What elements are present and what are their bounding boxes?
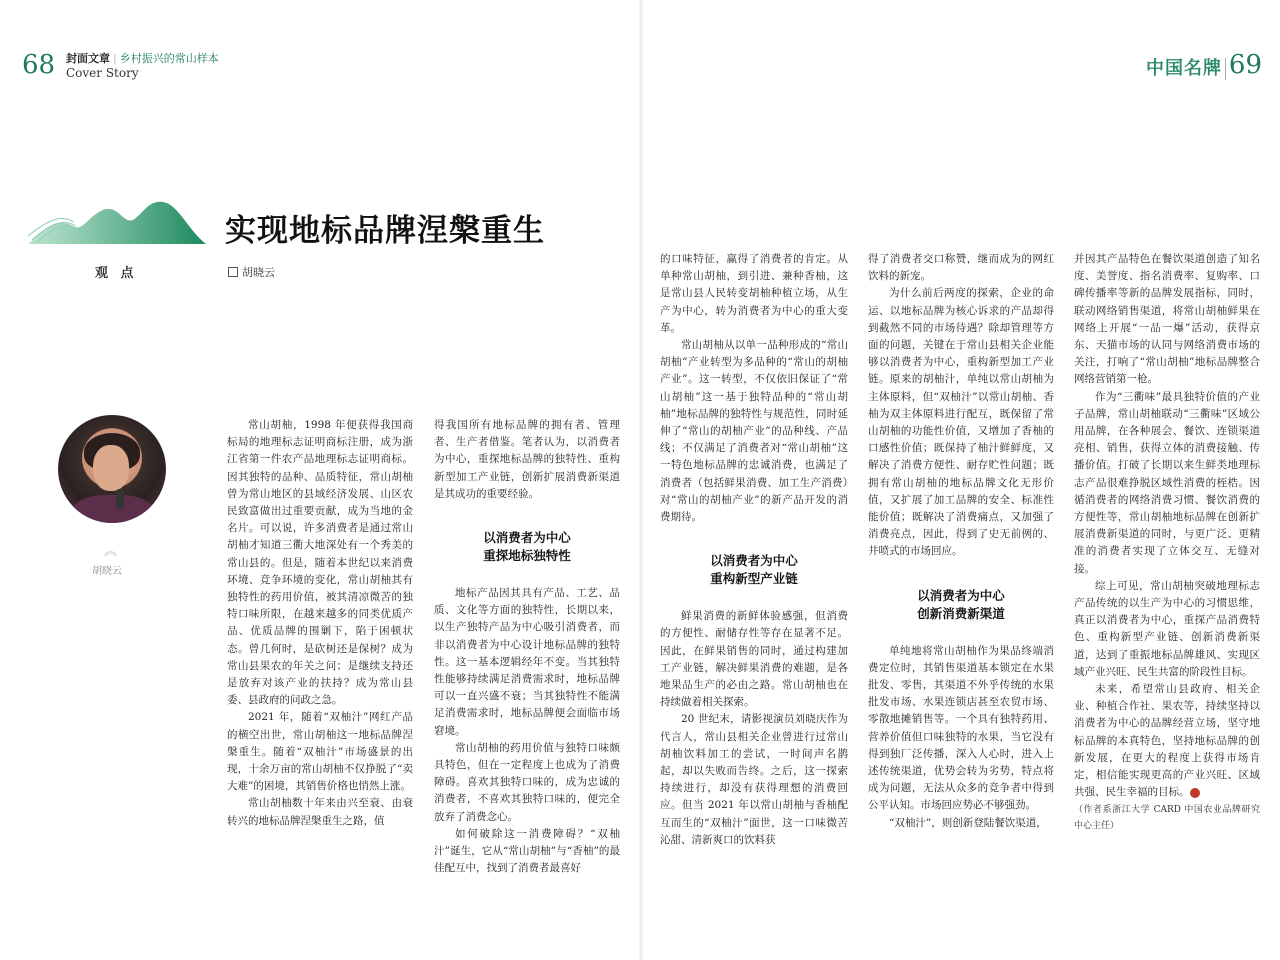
paragraph: 如何破除这一消费障碍？“双柚汁”诞生，它从“常山胡柚”与“香柚”的最佳配互中，找到了消费者最喜好	[434, 827, 620, 875]
article-title: 实现地标品牌涅槃重生	[225, 213, 545, 249]
paragraph: 作为“三衢味”最具独特价值的产业子品牌，常山胡柚联动“三衢味”区域公用品牌，在各种展会、餐饮、连锁渠道亮相、销售，获得立体的消费接触、传播价值。打破了长期以来生鲜类地理标志产品很难挣脱区域性消费的桎梏。因循消费者的网络消费习惯、餐饮消费的方便性等，常山胡柚地标品牌在创新扩展消费新渠道的同时，与更广泛、更精准的消费者实现了立体交互、无缝对接。	[1074, 390, 1260, 575]
section-heading-3: 以消费者为中心 创新消费新渠道	[917, 587, 1005, 621]
section-subtitle: 乡村振兴的常山样本	[119, 52, 219, 65]
mountain-graphic	[28, 196, 206, 246]
paragraph: 并因其产品特色在餐饮渠道创造了知名度、美誉度、指名消费率、复购率、口碑传播率等新的品牌发展指标，同时，联动网络销售渠道，将常山胡柚鲜果在网络上开展“一品一爆”活动，获得京东、天猫市场的认同与网络消费市场的关注，打响了“常山胡柚”地标品牌整合网络营销第一枪。	[1074, 253, 1260, 386]
paragraph: “双柚汁”，则创新登陆餐饮渠道，	[889, 816, 1047, 829]
section-header: 封面文章 | 乡村振兴的常山样本 Cover Story	[66, 52, 219, 80]
paragraph: 20 世纪末，请影视演员刘晓庆作为代言人，常山县相关企业曾进行过常山胡柚饮料加工的尝试，一时间声名鹊起，却以失败而告终。之后，这一探索持续进行，却没有获得理想的消费回应。但当 2021 年以常山胡柚与香柚配互而生的“双柚汁”面世，这一口味微苦沁甜、清新爽口的饮料获	[660, 713, 848, 846]
text-column-4	[868, 251, 1054, 832]
paragraph: 常山胡柚的药用价值与独特口味颇具特色，但在一定程度上也成为了消费障碍。喜欢其独特口味的，成为忠诚的消费者，不喜欢其独特口味的，便完全放弃了消费念心。	[434, 741, 620, 823]
text-column-5	[1074, 251, 1260, 834]
chevron-up-icon: ︽	[104, 544, 118, 559]
text-column-1	[227, 417, 413, 830]
paragraph: 综上可见，常山胡柚突破地理标志产品传统的以生产为中心的习惯思维，真正以消费者为中心，重探产品消费特色、重构新型产业链、创新消费新渠道，达到了重振地标品牌雄风、实现区域产业兴旺、民生共富的阶段性目标。	[1074, 579, 1260, 678]
end-mark-icon: T	[1190, 788, 1200, 798]
photo-caption: 胡晓云	[92, 566, 122, 577]
column-label: 观 点	[95, 266, 138, 281]
author-name: 胡晓云	[242, 266, 275, 279]
section-heading-1: 以消费者为中心 重探地标独特性	[483, 530, 571, 564]
paragraph: 常山胡柚从以单一品种形成的“常山胡柚”产业转型为多品种的“常山的胡柚产业”。这一转型，不仅依旧保证了“常山胡柚”这一基于独特品种的“常山胡柚”地标品牌的独特性与规范性，同时延伸了“常山的胡柚产业”的品种线、产品线；不仅满足了消费者对“常山胡柚”这一特色地标品牌的忠诚消费，也满足了消费者（包括鲜果消费、加工生产消费）对“常山的胡柚产业”的新产品开发的消费期待。	[660, 339, 848, 524]
text-column-3	[660, 251, 848, 849]
paragraph: 单纯地将常山胡柚作为果品终端消费定位时，其销售渠道基本锁定在水果批发、零售，其渠道不外乎传统的水果批发市场、水果连锁店甚至农贸市场、零散地摊销售等。一个具有独特药用、营养价值但口味独特的水果，当它没有得到独厂泛传播，深入人心时，进入上述传统渠道，优势会转为劣势，特点将成为问题，无法从众多的竞争者中得到公平认知。市场回应势必不够强劲。	[868, 644, 1054, 812]
paragraph: 常山胡柚，1998 年便获得我国商标局的地理标志证明商标注册，成为浙江省第一件农产品地理标志证明商标。因其独特的品种、品质特征，常山胡柚曾为常山地区的县域经济发展、山区农民致富做出过重要贡献，成为当地的金名片。可以说，许多消费者是通过常山胡柚才知道三衢大地深处有一个秀美的常山县的。但是，随着本世纪以来消费环境、竞争环境的变化，常山胡柚其有独特性的药用价值，被其清凉微苦的独特口味所限，在越来越多的同类优质产品、优质品牌的围剿下，陷于困顿状态。曾几何时，是砍树还是保树？成为常山县果农的年关之问；是继续支持还是放弃对该产业的扶持？成为常山县委、县政府的问政之急。	[227, 419, 413, 707]
left-page-number: 68	[22, 50, 56, 80]
right-page-number: 69	[1228, 50, 1262, 80]
paragraph: 地标产品因其具有产品、工艺、品质、文化等方面的独特性，长期以来，以生产独特产品为中心吸引消费者，而非以消费者为中心设计地标品牌的独特性。这一基本逻辑经年不变。当其独特性能够持续满足消费需求时，地标品牌可以一直兴盛不衰；当其独特性不能满足消费需求时，地标品牌便会面临市场窘境。	[434, 587, 620, 737]
text-column-2	[434, 417, 620, 877]
author-photo	[58, 415, 166, 523]
byline	[228, 264, 275, 280]
section-heading-2: 以消费者为中心 重构新型产业链	[710, 553, 798, 587]
author-note: （作者系浙江大学 CARD 中国农业品牌研究中心主任）	[1074, 804, 1260, 831]
paragraph: 为什么前后两度的探索，企业的命运、以地标品牌为核心诉求的产品却得到截然不同的市场待遇？除却管理等方面的问题，关键在于常山县相关企业能够以消费者为中心，重构新型加工产业链。原来的胡柚汁，单纯以常山胡柚为主体原料，但“双柚汁”以常山胡柚、香柚为双主体原料进行配互，既保留了常山胡柚的功能性价值，又增加了香柚的口感性价值；既保持了柚汁鲜鲜度，又解决了消费方便性、耐存贮性问题；既拥有常山胡柚的地标品牌文化无形价值，又扩展了加工品牌的安全、标准性能价值；既解决了消费痛点，又加强了消费亮点，因此，得到了史无前例的、井喷式的市场回应。	[868, 287, 1054, 558]
paragraph: 常山胡柚数十年来由兴至衰、由衰转兴的地标品牌涅槃重生之路，值	[227, 797, 413, 827]
section-title: 封面文章	[66, 52, 110, 65]
paragraph: 得我国所有地标品牌的拥有者、管理者、生产者借鉴。笔者认为，以消费者为中心，重探地标品牌的独特性、重构新型加工产业链，创新扩展消费新渠道是其成功的重要经验。	[434, 419, 620, 500]
paragraph: 鲜果消费的新鲜体验感强，但消费的方便性、耐储存性等存在显著不足。因此，在鲜果销售的同时，通过构建加工产业链，解决鲜果消费的难题，是各地果品生产的必由之路。常山胡柚也在持续做着相关探索。	[660, 610, 848, 709]
section-english: Cover Story	[66, 66, 139, 80]
paragraph: 得了消费者交口称赞，继而成为的网红饮料的新宠。	[868, 253, 1054, 283]
header-divider	[1225, 58, 1226, 80]
brand-logo: 中国名牌	[1146, 58, 1222, 79]
paragraph: 未来，希望常山县政府、相关企业、种植合作社、果农等，持续坚持以消费者为中心的品牌经营立场，坚守地标品牌的本真特色，坚持地标品牌的创新发展，在更大的程度上获得市场肯定，相信能实现更高的产业兴旺、区域共强、民生幸福的目标。 T	[1074, 683, 1260, 799]
paragraph: 2021 年，随着“双柚汁”网红产品的横空出世，常山胡柚这一地标品牌涅槃重生。随着“双柚汁”市场盛景的出现，十余万亩的常山胡柚不仅挣脱了“卖大难”的困境，其销售价格也悄然上涨。	[227, 711, 413, 793]
page-gutter	[638, 0, 644, 960]
paragraph: 的口味特征，赢得了消费者的肯定。从单种常山胡柚，到引进、兼种香柚，这是常山县人民转变胡柚种植立场，从生产为中心，转为消费者为中心的重大变革。	[660, 253, 848, 334]
